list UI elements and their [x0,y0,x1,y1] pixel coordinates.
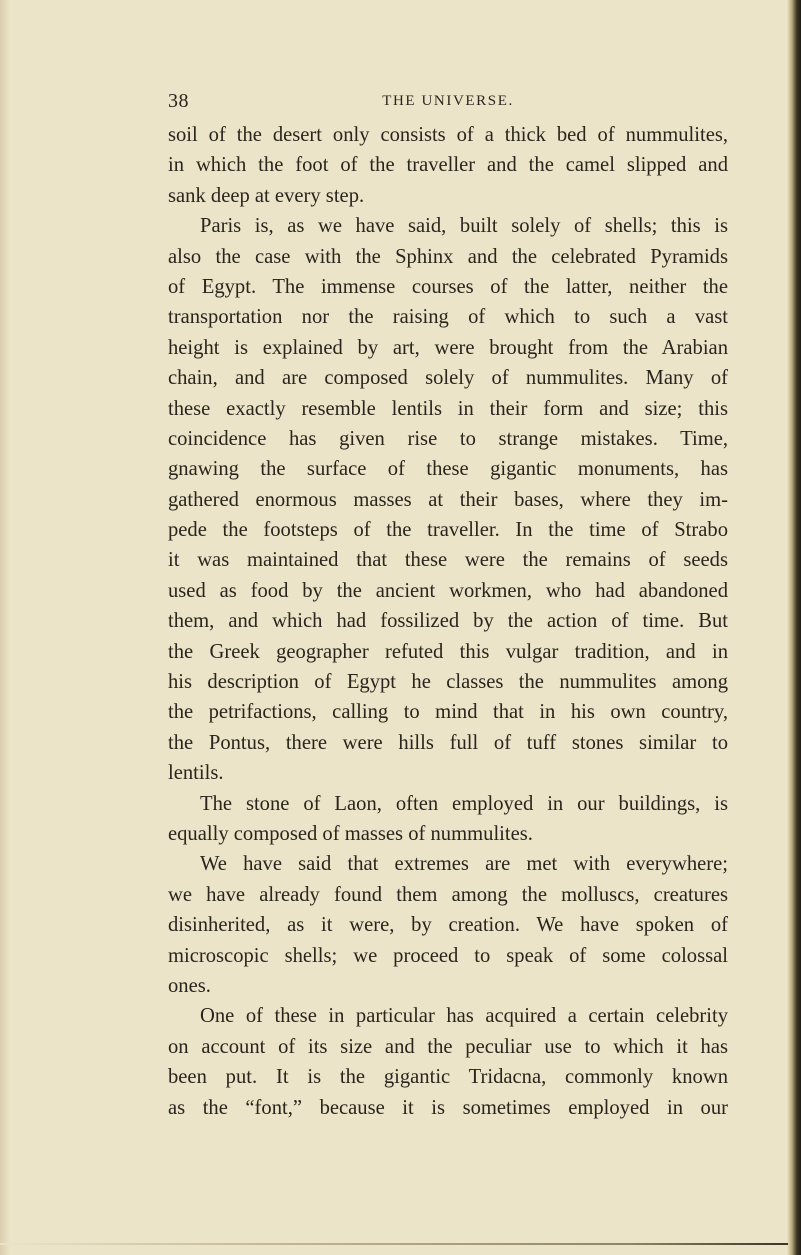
page-number: 38 [168,90,189,112]
text-line: transportation nor the raising of which to such a vast [168,306,728,329]
text-line: height is explained by art, were brought from the Arabian [168,336,728,359]
text-line: gathered enormous masses at their bases, where they im- [168,488,728,511]
text-line: disinherited, as it were, by creation. We have spoken of [168,914,728,937]
text-line: The stone of Laon, often employed in our buildings, is [200,792,728,815]
text-line: as the “font,” because it is sometimes employed in our [168,1096,728,1119]
page-bottom-edge [0,1243,788,1245]
text-line: it was maintained that these were the remains of seeds [168,549,728,572]
text-line: chain, and are composed solely of nummulites. Many of [168,367,728,390]
text-line: Paris is, as we have said, built solely of shells; this is [200,215,728,238]
body-text [168,120,728,1123]
page-header [168,90,728,120]
text-line: in which the foot of the traveller and the camel slipped and [168,154,728,177]
text-line: his description of Egypt he classes the nummulites among [168,671,728,694]
text-line: also the case with the Sphinx and the celebrated Pyramids [168,245,728,268]
text-line: used as food by the ancient workmen, who had abandoned [168,579,728,602]
text-line: gnawing the surface of these gigantic monuments, has [168,458,728,481]
text-line: pede the footsteps of the traveller. In the time of Strabo [168,519,728,542]
text-line: lentils. [168,762,224,785]
text-line: the Greek geographer refuted this vulgar tradition, and in [168,640,728,663]
text-line: sank deep at every step. [168,184,365,207]
text-line: the petrifactions, calling to mind that in his own country, [168,701,728,724]
text-line: them, and which had fossilized by the action of time. But [168,610,728,633]
text-line: One of these in particular has acquired a certain celebrity [200,1005,728,1028]
text-line: soil of the desert only consists of a thick bed of nummulites, [168,124,728,146]
text-line: coincidence has given rise to strange mistakes. Time, [168,427,728,450]
text-line: been put. It is the gigantic Tridacna, commonly known [168,1066,728,1089]
text-line: these exactly resemble lentils in their form and size; this [168,397,728,420]
text-line: on account of its size and the peculiar use to which it has [168,1035,728,1058]
page-edge-shadow [787,0,801,1255]
running-head: THE UNIVERSE. [382,93,514,109]
text-line: microscopic shells; we proceed to speak of some colossal [168,944,728,967]
text-line: the Pontus, there were hills full of tuff stones similar to [168,731,728,754]
text-line: equally composed of masses of nummulites. [168,822,533,845]
text-line: We have said that extremes are met with everywhere; [200,853,728,876]
text-line: of Egypt. The immense courses of the latter, neither the [168,275,728,298]
text-line: ones. [168,974,211,997]
text-line: we have already found them among the molluscs, creatures [168,883,728,906]
